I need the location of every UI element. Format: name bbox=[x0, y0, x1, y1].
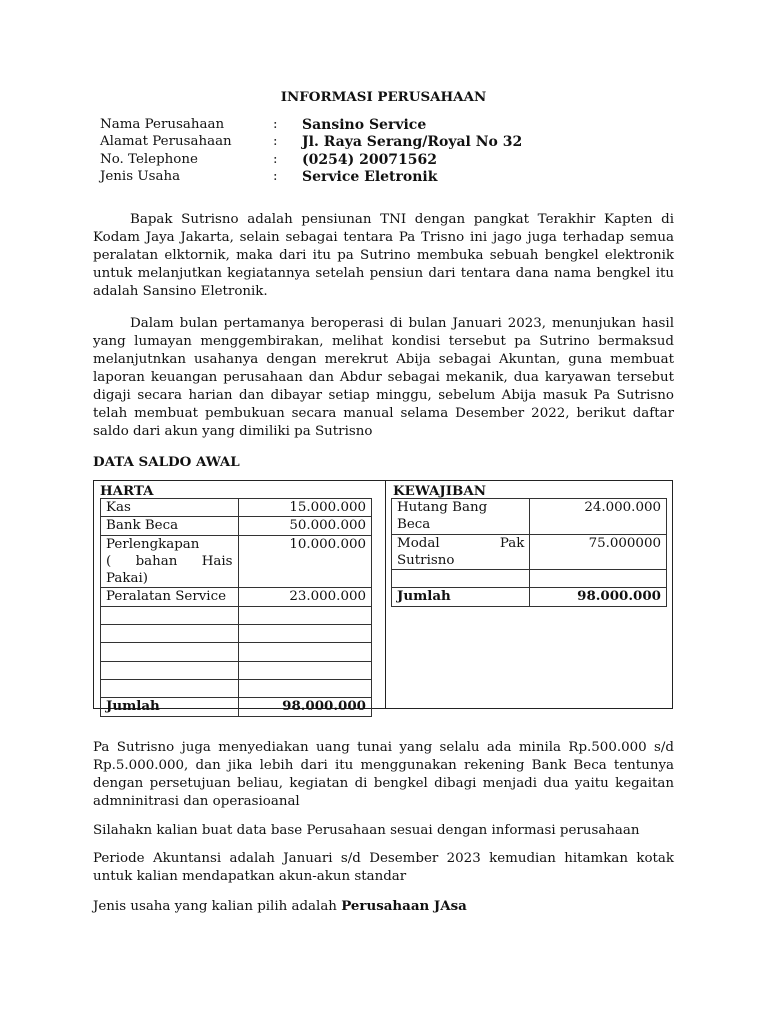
empty-row bbox=[101, 643, 372, 661]
info-colon: : bbox=[273, 116, 278, 132]
harta-title: HARTA bbox=[100, 483, 154, 499]
account-amount: 23.000.000 bbox=[238, 588, 371, 606]
harta-table bbox=[100, 498, 372, 717]
total-row bbox=[392, 588, 667, 606]
name-part: ( bbox=[106, 553, 112, 569]
info-label: No. Telephone bbox=[100, 151, 198, 167]
account-name: Kas bbox=[101, 499, 239, 517]
info-value: (0254) 20071562 bbox=[302, 151, 438, 168]
account-name-line3: Pakai) bbox=[106, 571, 148, 587]
paragraph-background: Bapak Sutrisno adalah pensiunan TNI dengan pangkat Terakhir Kapten di Kodam Jaya Jakarta, selain sebagai tentara Pa Trisno ini jago juga terhadap semua peralatan elktornik, maka dari itu pa Sutrino membuka sebuah bengkel elektronik untuk melanjutkan kegiatannya setelah pensiun dari tentara dana nama bengkel itu adalah Sansino Eletronik. bbox=[93, 212, 674, 299]
account-amount: 10.000.000 bbox=[238, 535, 371, 588]
total-row bbox=[101, 698, 372, 716]
info-value: Service Eletronik bbox=[302, 169, 438, 186]
account-name: Hutang Bang Beca bbox=[392, 499, 530, 535]
total-amount: 98.000.000 bbox=[530, 588, 667, 606]
table-row bbox=[392, 534, 667, 570]
info-colon: : bbox=[273, 169, 278, 185]
account-amount: 15.000.000 bbox=[238, 499, 371, 517]
empty-row bbox=[392, 570, 667, 588]
info-row-company-address bbox=[100, 134, 522, 152]
paragraph-operations: Dalam bulan pertamanya beroperasi di bulan Januari 2023, menunjukan hasil yang lumayan menggembirakan, melihat kondisi tersebut pa Sutrino bermaksud melanjutnkan usahanya dengan merekrut Abija sebagai Akuntan, guna membuat laporan keuangan perusahaan dan Abdur sebagai mekanik, dua karyawan tersebut digaji secara harian dan dibayar setiap minggu, sebelum Abija masuk Pa Sutrisno telah membuat pembukuan secara manual selama Desember 2022, berikut daftar saldo dari akun yang dimiliki pa Sutrisno bbox=[93, 316, 674, 439]
info-value: Sansino Service bbox=[302, 116, 427, 133]
empty-row bbox=[101, 661, 372, 679]
account-name-multiline bbox=[101, 535, 239, 588]
saldo-heading: DATA SALDO AWAL bbox=[93, 454, 240, 470]
account-name-line1 bbox=[397, 535, 524, 552]
name-part: bahan bbox=[135, 553, 178, 569]
paragraph-accounting-period: Periode Akuntansi adalah Januari s/d Desember 2023 kemudian hitamkan kotak untuk kalian mendapatkan akun-akun standar bbox=[93, 851, 674, 884]
total-amount: 98.000.000 bbox=[238, 698, 371, 716]
info-row-telephone bbox=[100, 151, 522, 169]
account-name: Peralatan Service bbox=[101, 588, 239, 606]
account-amount: 75.000000 bbox=[530, 534, 667, 570]
account-name: Bank Beca bbox=[101, 517, 239, 535]
info-colon: : bbox=[273, 151, 278, 167]
total-label: Jumlah bbox=[392, 588, 530, 606]
empty-row bbox=[101, 606, 372, 624]
account-name-line2: Sutrisno bbox=[397, 552, 455, 568]
info-colon: : bbox=[273, 134, 278, 150]
kewajiban-title: KEWAJIBAN bbox=[393, 483, 486, 499]
paragraph-cash-policy: Pa Sutrisno juga menyediakan uang tunai yang selalu ada minila Rp.500.000 s/d Rp.5.000.000, dan jika lebih dari itu menggunakan rekening Bank Beca tentunya dengan persetujuan beliau, kegiatan di bengkel dibagi menjadi dua yaitu kegaitan admninitrasi dan operasioanal bbox=[93, 740, 674, 809]
info-row-business-type bbox=[100, 169, 522, 187]
account-name: Perlengkapan bbox=[106, 536, 200, 552]
account-name-line2 bbox=[106, 553, 233, 570]
empty-row bbox=[101, 625, 372, 643]
company-info-block bbox=[100, 116, 522, 186]
table-row bbox=[101, 535, 372, 588]
info-value: Jl. Raya Serang/Royal No 32 bbox=[302, 134, 523, 151]
info-label: Alamat Perusahaan bbox=[100, 134, 232, 150]
document-title: INFORMASI PERUSAHAAN bbox=[280, 89, 487, 105]
total-label: Jumlah bbox=[101, 698, 239, 716]
account-amount: 24.000.000 bbox=[530, 499, 667, 535]
info-label: Nama Perusahaan bbox=[100, 116, 225, 132]
table-row bbox=[101, 517, 372, 535]
column-divider bbox=[385, 481, 386, 708]
name-part: Modal bbox=[397, 535, 440, 551]
name-part: Pak bbox=[499, 535, 525, 551]
paragraph-business-choice bbox=[93, 897, 674, 916]
business-choice-value: Perusahaan JAsa bbox=[341, 898, 467, 914]
info-row-company-name bbox=[100, 116, 522, 134]
table-row bbox=[101, 499, 372, 517]
table-row bbox=[392, 499, 667, 535]
empty-row bbox=[101, 679, 372, 697]
info-label: Jenis Usaha bbox=[100, 169, 181, 185]
account-name-multiline bbox=[392, 534, 530, 570]
table-row bbox=[101, 588, 372, 606]
account-amount: 50.000.000 bbox=[238, 517, 371, 535]
kewajiban-table bbox=[391, 498, 667, 607]
paragraph-database-instruction: Silahakn kalian buat data base Perusahaan sesuai dengan informasi perusahaan bbox=[93, 823, 640, 838]
saldo-table-frame bbox=[93, 480, 673, 715]
business-choice-prefix: Jenis usaha yang kalian pilih adalah bbox=[93, 899, 342, 914]
name-part: Hais bbox=[201, 553, 233, 569]
